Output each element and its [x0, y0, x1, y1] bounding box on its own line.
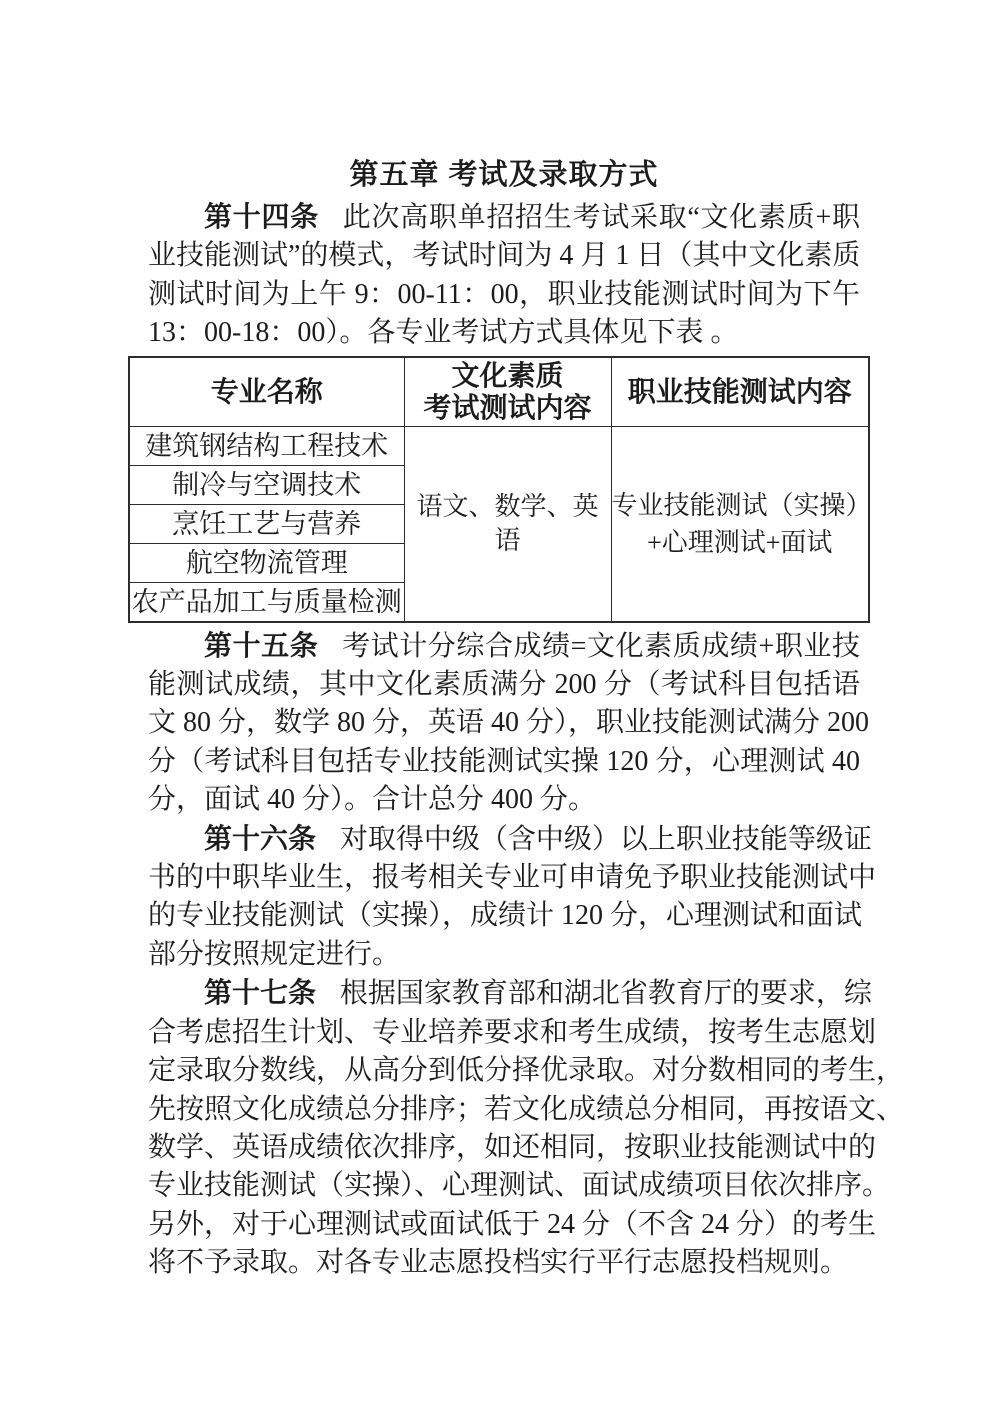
- text-line: 先按照文化成绩总分排序；若文化成绩总分相同，再按语文、: [148, 1093, 905, 1125]
- text-line: 文 80 分，数学 80 分，英语 40 分），职业技能测试满分 200: [148, 707, 870, 739]
- article: [148, 627, 870, 820]
- major-cell: 农产品加工与质量检测: [129, 582, 404, 622]
- text-line: 13：00-18：00）。各专业考试方式具体见下表 。: [148, 317, 739, 349]
- article: [148, 198, 860, 353]
- culture-content-cell: 语文、数学、英语: [404, 426, 611, 622]
- text-line: 合考虑招生计划、专业培养要求和考生成绩，按考生志愿划: [148, 1016, 877, 1048]
- text-line: 分，面试 40 分）。合计总分 400 分。: [148, 784, 597, 816]
- text-line: 专业技能测试（实操）、心理测试、面试成绩项目依次排序。: [148, 1170, 891, 1202]
- article-number-label: 第十四条: [204, 201, 319, 232]
- chapter-title: 第五章 考试及录取方式: [349, 159, 659, 191]
- header-culture-line2: 考试测试内容: [423, 391, 592, 423]
- skill-content-line2: +心理测试+面试: [647, 527, 833, 557]
- header-culture-content: [404, 357, 611, 427]
- page-content: [131, 156, 905, 1283]
- text-line: 能测试成绩，其中文化素质满分 200 分（考试科目包括语: [148, 669, 860, 701]
- major-cell: 航空物流管理: [129, 543, 404, 582]
- text-line: 测试时间为上午 9：00-11：00，职业技能测试时间为下午: [148, 278, 860, 310]
- text-line: 分（考试科目包括专业技能测试实操 120 分，心理测试 40: [148, 745, 860, 777]
- major-cell: 建筑钢结构工程技术: [129, 426, 404, 465]
- header-culture-line1: 文化素质: [451, 359, 564, 391]
- major-cell: 烹饪工艺与营养: [129, 504, 404, 543]
- articles-before-table: [148, 198, 860, 353]
- text-line: 第十六条 对取得中级（含中级）以上职业技能等级证: [204, 822, 872, 855]
- text-line: 部分按照规定进行。: [148, 938, 401, 970]
- header-skill-content: 职业技能测试内容: [611, 357, 869, 427]
- article-number-label: 第十六条: [204, 822, 317, 854]
- header-major-name: 专业名称: [129, 357, 404, 427]
- text-line: 第十四条 此次高职单招招生考试采取“文化素质+职: [204, 201, 860, 233]
- article-number-label: 第十五条: [204, 629, 319, 661]
- text-line: 业技能测试”的模式，考试时间为 4 月 1 日（其中文化素质: [148, 240, 861, 272]
- article: [148, 820, 877, 975]
- text-line: 定录取分数线，从高分到低分择优录取。对分数相同的考生，: [148, 1055, 905, 1087]
- skill-content-cell: [611, 426, 872, 622]
- text-line: 第十七条 根据国家教育部和湖北省教育厅的要求，综: [204, 977, 872, 1010]
- article: [148, 974, 905, 1282]
- text-line: 另外，对于心理测试或面试低于 24 分（不含 24 分）的考生: [148, 1208, 877, 1240]
- exam-methods-table: [128, 356, 870, 623]
- text-line: 第十五条 考试计分综合成绩=文化素质成绩+职业技: [204, 629, 860, 662]
- text-line: 书的中职毕业生，报考相关专业可申请免予职业技能测试中: [148, 862, 877, 894]
- table-header-row: [129, 357, 869, 427]
- table-row: [129, 426, 869, 465]
- article-number-label: 第十七条: [204, 977, 317, 1009]
- text-line: 将不予录取。对各专业志愿投档实行平行志愿投档规则。: [148, 1247, 849, 1279]
- major-cell: 制冷与空调技术: [129, 465, 404, 504]
- text-line: 的专业技能测试（实操），成绩计 120 分，心理测试和面试: [148, 900, 863, 932]
- articles-after-table: [148, 627, 905, 1283]
- text-line: 数学、英语成绩依次排序，如还相同，按职业技能测试中的: [148, 1131, 877, 1163]
- skill-content-line1: 专业技能测试（实操）: [611, 490, 872, 520]
